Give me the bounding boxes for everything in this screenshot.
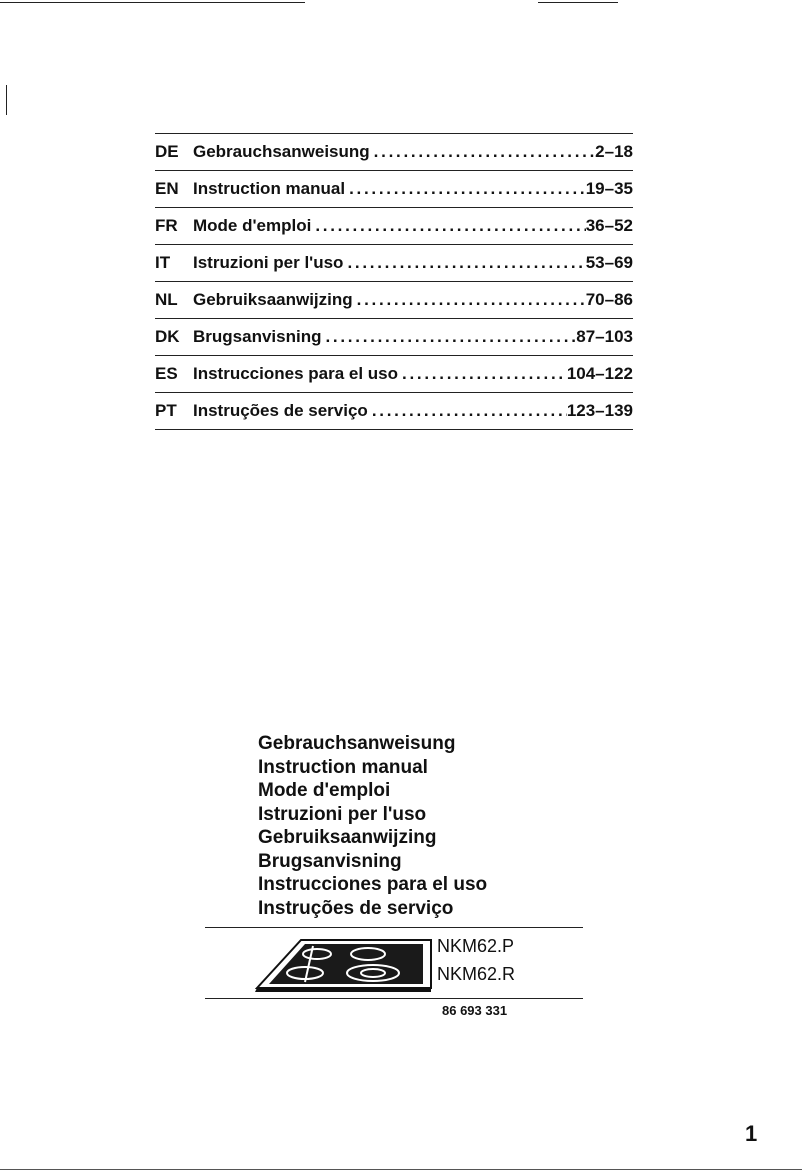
toc-page-range: 104–122 — [566, 364, 633, 383]
toc-language-code: DE — [155, 142, 179, 161]
toc-page-range: 36–52 — [585, 216, 633, 235]
toc-title: Instruções de serviço — [193, 401, 368, 420]
toc-row-fr[interactable] — [155, 208, 633, 245]
toc-title: Brugsanvisning — [193, 327, 322, 346]
toc-row-es[interactable] — [155, 356, 633, 393]
toc-row-nl[interactable] — [155, 282, 633, 319]
scan-edge-top-left — [0, 2, 305, 3]
toc-leader-dots — [311, 208, 585, 244]
model-block — [205, 927, 583, 999]
title-de: Gebrauchsanweisung — [258, 733, 456, 754]
model-code-p: NKM62.P — [437, 936, 515, 956]
toc-page-range: 70–86 — [585, 290, 633, 309]
toc-language-code: DK — [155, 327, 180, 346]
model-codes — [437, 932, 515, 988]
toc-leader-dots — [345, 171, 586, 207]
page-number: 1 — [745, 1121, 758, 1146]
scan-edge-top-right — [538, 2, 618, 3]
toc-language-code: EN — [155, 179, 179, 198]
toc-language-code: ES — [155, 364, 178, 383]
toc-title: Istruzioni per l'uso — [193, 253, 344, 272]
part-number: 86 693 331 — [442, 1003, 508, 1018]
toc-page-range: 123–139 — [566, 401, 633, 420]
toc-page-range: 87–103 — [576, 327, 633, 346]
toc-title: Instrucciones para el uso — [193, 364, 399, 383]
toc-language-code: FR — [155, 216, 178, 235]
toc-language-code: NL — [155, 290, 178, 309]
toc-leader-dots — [370, 134, 596, 170]
toc-row-pt[interactable] — [155, 393, 633, 430]
toc-leader-dots — [368, 393, 567, 429]
scan-edge-bottom — [0, 1169, 802, 1170]
toc-title: Mode d'emploi — [193, 216, 312, 235]
title-dk: Brugsanvisning — [258, 850, 402, 872]
toc-title: Gebruiksaanwijzing — [193, 290, 353, 309]
toc-row-dk[interactable] — [155, 319, 633, 356]
cooktop-illustration-icon — [255, 936, 433, 994]
manual-titles — [258, 732, 487, 920]
toc-page-range: 19–35 — [585, 179, 633, 198]
title-it: Istruzioni per l'uso — [258, 803, 427, 825]
title-pt: Instruções de serviço — [258, 897, 454, 919]
title-es: Instrucciones para el uso — [258, 874, 488, 895]
toc-page-range: 53–69 — [585, 253, 633, 272]
scan-edge-left — [6, 85, 7, 115]
toc-leader-dots — [353, 282, 586, 318]
model-code-r: NKM62.R — [437, 964, 516, 984]
toc-leader-dots — [398, 356, 567, 392]
toc-page-range: 2–18 — [595, 142, 633, 161]
toc-title: Gebrauchsanweisung — [193, 142, 370, 161]
toc-row-en[interactable] — [155, 171, 633, 208]
toc-leader-dots — [321, 319, 576, 355]
toc-leader-dots — [343, 245, 585, 281]
title-fr: Mode d'emploi — [258, 780, 391, 801]
title-en: Instruction manual — [258, 756, 428, 778]
toc-row-de[interactable] — [155, 133, 633, 171]
toc-row-it[interactable] — [155, 245, 633, 282]
toc-language-code: PT — [155, 401, 177, 420]
toc-title: Instruction manual — [193, 179, 346, 198]
table-of-contents — [155, 133, 633, 430]
title-nl: Gebruiksaanwijzing — [258, 827, 437, 848]
toc-language-code: IT — [155, 253, 171, 272]
